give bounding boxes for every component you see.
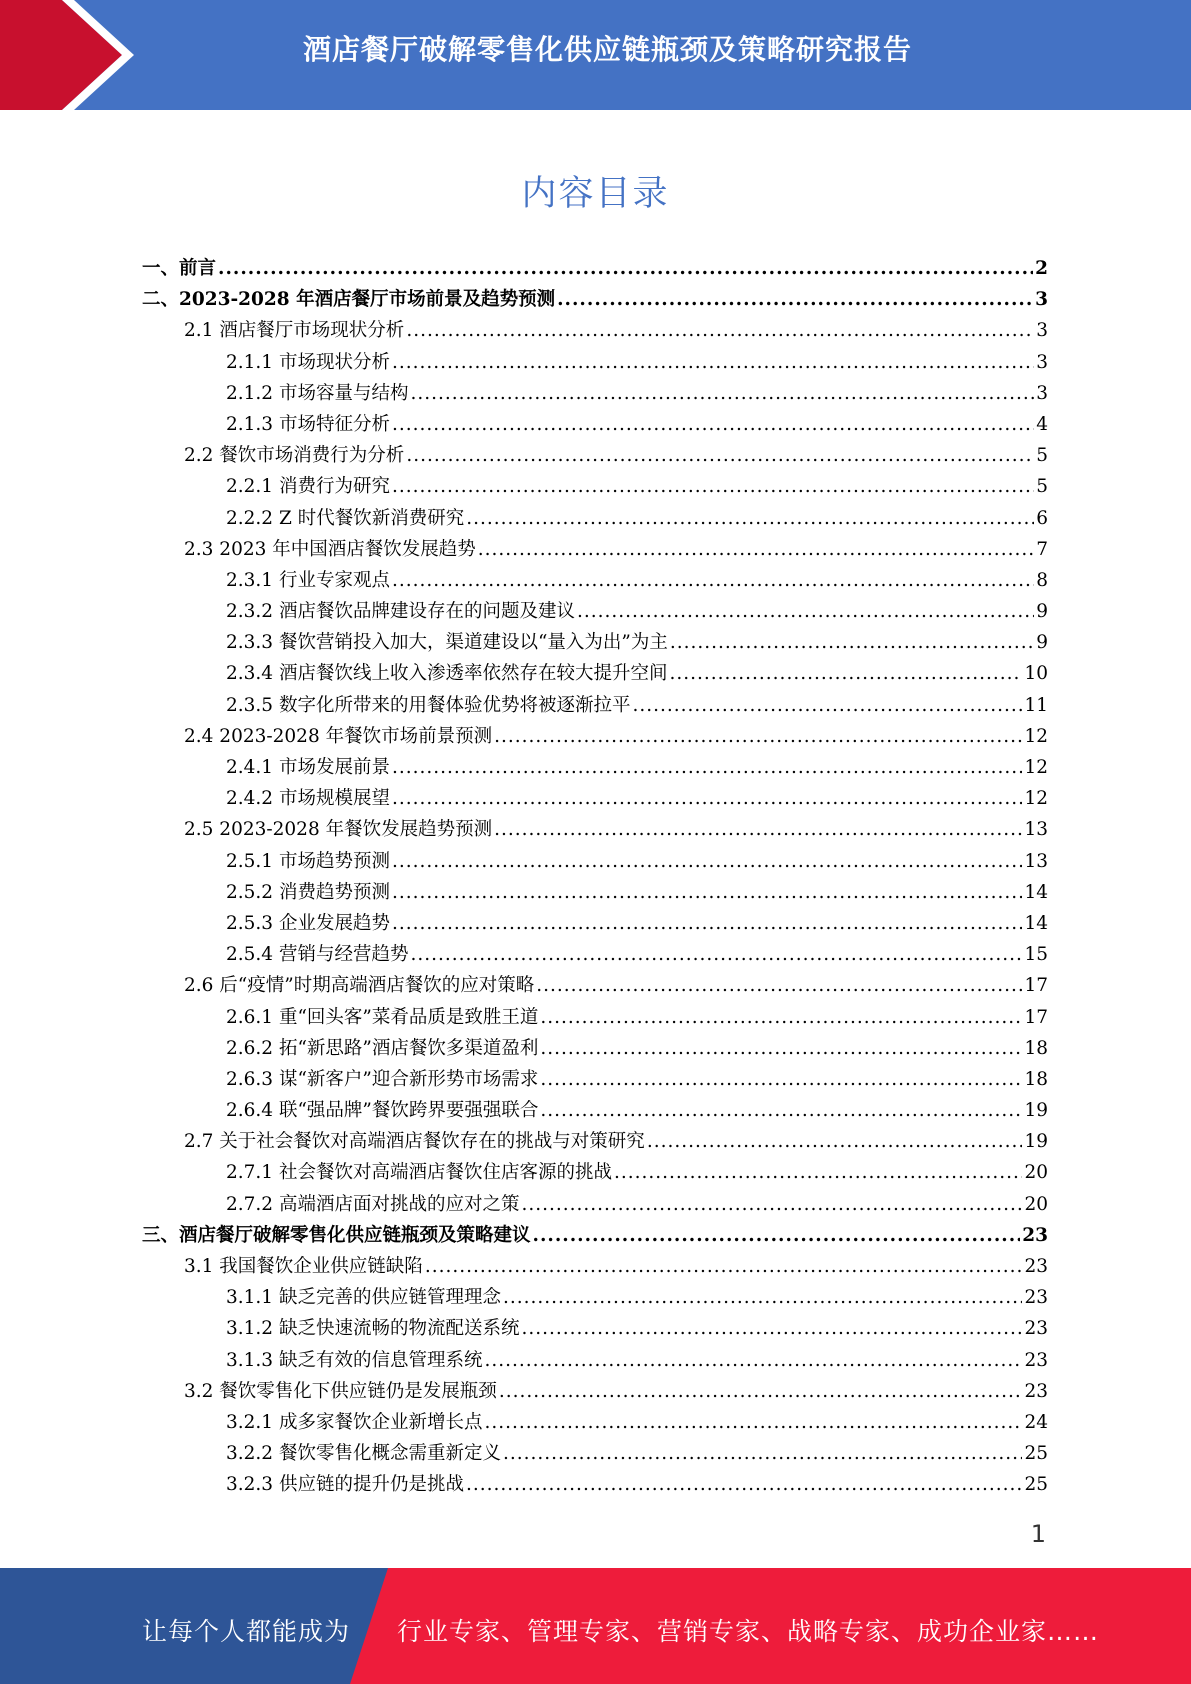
toc-entry-text: 2.2 餐饮市场消费行为分析: [184, 445, 405, 467]
toc-entry-text: 3.1.2 缺乏快速流畅的物流配送系统: [226, 1318, 520, 1340]
toc-entry-text: 2.3.2 酒店餐饮品牌建设存在的问题及建议: [226, 601, 575, 623]
toc-entry[interactable]: [142, 348, 1048, 379]
toc-entry[interactable]: [142, 1283, 1048, 1314]
toc-entry[interactable]: [142, 566, 1048, 597]
toc-entry-text: 2.3 2023 年中国酒店餐饮发展趋势: [184, 538, 476, 560]
toc-entry-page: 24: [1024, 1411, 1048, 1433]
toc-entry[interactable]: [142, 1096, 1048, 1127]
toc-entry[interactable]: [142, 504, 1048, 535]
toc-entry-page: 23: [1024, 1256, 1048, 1277]
toc-entry[interactable]: [142, 1408, 1048, 1439]
toc-entry-text: 2.4.1 市场发展前景: [226, 757, 390, 778]
toc-entry-page: 9: [1036, 601, 1048, 623]
toc-entry-text: 2.2.2 Z 时代餐饮新消费研究: [226, 507, 465, 529]
toc-entry-page: 11: [1024, 694, 1048, 716]
toc-entry-page: 17: [1024, 1006, 1048, 1028]
toc-dot-leader: [494, 726, 1022, 747]
toc-entry-page: 23: [1024, 1380, 1048, 1402]
page-header: [0, 0, 1191, 110]
toc-entry-page: 23: [1024, 1318, 1048, 1340]
toc-entry-text: 2.6.4 联“强品牌”餐饮跨界要强强联合: [226, 1100, 539, 1122]
toc-entry-text: 2.5.4 营销与经营趋势: [226, 944, 409, 966]
toc-entry[interactable]: [142, 909, 1048, 940]
toc-entry-text: 2.6.3 谋“新客户”迎合新形势市场需求: [226, 1068, 539, 1090]
toc-entry-text: 2.1.1 市场现状分析: [226, 351, 390, 373]
toc-dot-leader: [410, 383, 1034, 404]
toc-dot-leader: [392, 788, 1022, 809]
toc-entry-page: 6: [1036, 507, 1048, 529]
footer-slogan-right: 行业专家、管理专家、营销专家、战略专家、成功企业家……: [397, 1617, 1100, 1646]
toc-entry[interactable]: [142, 1034, 1048, 1065]
toc-entry[interactable]: [142, 1190, 1048, 1221]
toc-entry-text: 2.2.1 消费行为研究: [226, 476, 390, 498]
toc-entry-page: 18: [1024, 1068, 1048, 1090]
toc-entry[interactable]: [142, 784, 1048, 815]
toc-entry-page: 5: [1036, 445, 1048, 467]
toc-entry[interactable]: [142, 753, 1048, 784]
toc-dot-leader: [392, 913, 1022, 934]
toc-entry[interactable]: [142, 285, 1048, 316]
toc-entry-text: 3.1.3 缺乏有效的信息管理系统: [226, 1349, 483, 1371]
toc-dot-leader: [406, 445, 1034, 466]
toc-dot-leader: [392, 570, 1034, 591]
toc-entry-page: 14: [1024, 912, 1048, 934]
toc-dot-leader: [410, 944, 1022, 965]
report-title: 酒店餐厅破解零售化供应链瓶颈及策略研究报告: [302, 33, 912, 66]
toc-dot-leader: [392, 476, 1034, 497]
toc-entry-page: 12: [1024, 725, 1048, 747]
toc-dot-leader: [503, 1443, 1022, 1464]
toc-dot-leader: [392, 757, 1022, 778]
toc-entry[interactable]: [142, 815, 1048, 846]
toc-dot-leader: [466, 508, 1034, 529]
toc-entry[interactable]: [142, 1470, 1048, 1501]
toc-dot-leader: [484, 1412, 1022, 1433]
toc-entry-page: 12: [1024, 757, 1048, 778]
toc-entry-text: 2.4.2 市场规模展望: [226, 788, 390, 810]
toc-entry-text: 3.2.3 供应链的提升仍是挑战: [226, 1474, 464, 1496]
page-number: 1: [1030, 1520, 1046, 1548]
page-footer: [0, 1568, 1191, 1684]
toc-entry-text: 二、2023-2028 年酒店餐厅市场前景及趋势预测: [142, 289, 556, 311]
toc-entry[interactable]: [142, 410, 1048, 441]
toc-entry-text: 2.3.1 行业专家观点: [226, 569, 390, 591]
toc-entry-text: 2.5.2 消费趋势预测: [226, 881, 390, 903]
toc-entry-page: 23: [1024, 1349, 1048, 1371]
toc-dot-leader: [577, 601, 1034, 622]
toc-dot-leader: [392, 414, 1034, 435]
toc-dot-leader: [540, 1007, 1022, 1028]
toc-entry-page: 25: [1024, 1474, 1048, 1496]
toc-entry-page: 9: [1036, 632, 1048, 654]
toc-entry-page: 3: [1036, 320, 1048, 342]
toc-entry[interactable]: [142, 597, 1048, 628]
toc-entry-page: 25: [1024, 1443, 1048, 1465]
toc-entry-page: 12: [1024, 788, 1048, 810]
toc-dot-leader: [494, 819, 1022, 840]
toc-entry[interactable]: [142, 1314, 1048, 1345]
toc-dot-leader: [425, 1256, 1023, 1277]
toc-dot-leader: [218, 258, 1033, 279]
toc-dot-leader: [533, 1225, 1021, 1246]
toc-entry-page: 3: [1036, 382, 1048, 404]
toc-entry-text: 2.6.2 拓“新思路”酒店餐饮多渠道盈利: [226, 1037, 539, 1059]
toc-entry[interactable]: [142, 1065, 1048, 1096]
toc-dot-leader: [503, 1287, 1022, 1308]
toc-entry-text: 2.4 2023-2028 年餐饮市场前景预测: [184, 725, 493, 747]
toc-entry[interactable]: [142, 1221, 1048, 1252]
toc-dot-leader: [614, 1162, 1022, 1183]
toc-entry[interactable]: [142, 1346, 1048, 1377]
toc-entry-page: 19: [1024, 1131, 1048, 1153]
toc-entry-page: 3: [1036, 351, 1048, 373]
toc-dot-leader: [540, 1069, 1022, 1090]
toc-entry[interactable]: [142, 940, 1048, 971]
toc-entry[interactable]: [142, 691, 1048, 722]
toc-entry[interactable]: [142, 878, 1048, 909]
toc-entry[interactable]: [142, 254, 1048, 285]
toc-entry[interactable]: [142, 535, 1048, 566]
toc-dot-leader: [521, 1194, 1022, 1215]
toc-entry-page: 19: [1024, 1100, 1048, 1122]
toc-entry[interactable]: [142, 722, 1048, 753]
table-of-contents: [142, 254, 1048, 1502]
toc-entry-text: 2.6.1 重“回头客”菜肴品质是致胜王道: [226, 1006, 539, 1028]
toc-entry-text: 三、酒店餐厅破解零售化供应链瓶颈及策略建议: [142, 1224, 531, 1246]
toc-entry-page: 7: [1036, 538, 1048, 560]
toc-entry-text: 2.5.1 市场趋势预测: [226, 850, 390, 872]
toc-entry-page: 5: [1036, 476, 1048, 498]
toc-entry[interactable]: [142, 847, 1048, 878]
toc-entry[interactable]: [142, 1158, 1048, 1189]
toc-dot-leader: [669, 663, 1022, 684]
toc-dot-leader: [540, 1038, 1022, 1059]
toc-entry-text: 3.2.1 成多家餐饮企业新增长点: [226, 1411, 483, 1433]
toc-entry-page: 10: [1024, 663, 1048, 685]
toc-dot-leader: [670, 632, 1034, 653]
footer-slogan-left: 让每个人都能成为: [142, 1617, 351, 1646]
toc-entry[interactable]: [142, 379, 1048, 410]
toc-entry-page: 2: [1035, 258, 1048, 279]
toc-entry-text: 2.3.4 酒店餐饮线上收入渗透率依然存在较大提升空间: [226, 663, 668, 685]
toc-entry-page: 13: [1024, 850, 1048, 872]
toc-dot-leader: [557, 289, 1033, 310]
toc-dot-leader: [540, 1100, 1022, 1121]
toc-entry-text: 3.2.2 餐饮零售化概念需重新定义: [226, 1443, 501, 1465]
toc-entry-text: 2.6 后“疫情”时期高端酒店餐饮的应对策略: [184, 975, 535, 997]
toc-entry-page: 20: [1024, 1162, 1048, 1184]
toc-entry-text: 2.5 2023-2028 年餐饮发展趋势预测: [184, 819, 493, 841]
toc-entry-text: 2.7.2 高端酒店面对挑战的应对之策: [226, 1193, 520, 1215]
toc-entry-text: 一、前言: [142, 258, 217, 279]
toc-entry-page: 17: [1024, 975, 1048, 997]
toc-entry[interactable]: [142, 316, 1048, 347]
toc-dot-leader: [478, 539, 1034, 560]
toc-entry-text: 2.1.3 市场特征分析: [226, 413, 390, 435]
toc-entry-text: 2.3.5 数字化所带来的用餐体验优势将被逐渐拉平: [226, 694, 631, 716]
toc-entry-text: 2.7 关于社会餐饮对高端酒店餐饮存在的挑战与对策研究: [184, 1131, 645, 1153]
toc-entry-text: 3.2 餐饮零售化下供应链仍是发展瓶颈: [184, 1380, 497, 1402]
toc-entry[interactable]: [142, 971, 1048, 1002]
toc-entry[interactable]: [142, 659, 1048, 690]
toc-dot-leader: [536, 975, 1022, 996]
toc-entry[interactable]: [142, 1127, 1048, 1158]
toc-dot-leader: [484, 1350, 1022, 1371]
toc-entry[interactable]: [142, 472, 1048, 503]
toc-entry[interactable]: [142, 628, 1048, 659]
toc-entry-page: 23: [1022, 1224, 1048, 1246]
toc-entry-page: 20: [1024, 1193, 1048, 1215]
toc-dot-leader: [499, 1381, 1023, 1402]
toc-dot-leader: [406, 320, 1034, 341]
toc-dot-leader: [466, 1474, 1022, 1495]
toc-entry-text: 2.1 酒店餐厅市场现状分析: [184, 320, 405, 342]
toc-dot-leader: [521, 1318, 1022, 1339]
toc-entry-text: 2.7.1 社会餐饮对高端酒店餐饮住店客源的挑战: [226, 1162, 612, 1184]
toc-dot-leader: [647, 1131, 1023, 1152]
toc-entry-page: 8: [1036, 569, 1048, 591]
toc-dot-leader: [632, 695, 1022, 716]
toc-entry-page: 23: [1024, 1287, 1048, 1309]
toc-dot-leader: [392, 352, 1034, 373]
toc-entry-page: 13: [1024, 819, 1048, 841]
toc-entry-page: 4: [1036, 413, 1048, 435]
toc-entry-page: 18: [1024, 1037, 1048, 1059]
toc-entry[interactable]: [142, 1439, 1048, 1470]
toc-entry-page: 3: [1035, 289, 1048, 311]
toc-entry-text: 2.1.2 市场容量与结构: [226, 382, 409, 404]
toc-heading: 内容目录: [521, 174, 670, 214]
toc-dot-leader: [392, 882, 1022, 903]
toc-entry-text: 3.1 我国餐饮企业供应链缺陷: [184, 1256, 423, 1277]
toc-dot-leader: [392, 851, 1022, 872]
toc-entry-text: 3.1.1 缺乏完善的供应链管理理念: [226, 1287, 501, 1309]
toc-entry[interactable]: [142, 441, 1048, 472]
toc-entry-text: 2.5.3 企业发展趋势: [226, 912, 390, 934]
toc-entry[interactable]: [142, 1252, 1048, 1283]
toc-entry[interactable]: [142, 1003, 1048, 1034]
toc-entry-text: 2.3.3 餐饮营销投入加大，渠道建设以“量入为出”为主: [226, 632, 668, 654]
toc-entry-page: 14: [1024, 881, 1048, 903]
toc-entry[interactable]: [142, 1377, 1048, 1408]
toc-entry-page: 15: [1024, 944, 1048, 966]
